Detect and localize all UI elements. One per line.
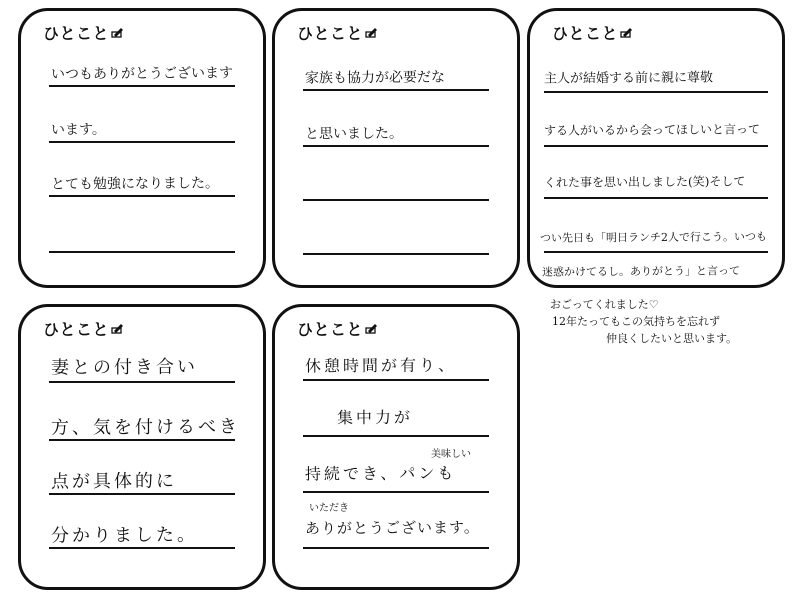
writing-line [303, 253, 489, 255]
comment-card-5 [272, 304, 520, 590]
handwritten-line: 集中力が [336, 407, 414, 428]
writing-line [303, 547, 489, 549]
overflow-note-line: 12年たってもこの気持ちを忘れず [552, 315, 720, 328]
pencil-icon [111, 323, 125, 335]
card-title [43, 317, 125, 340]
comment-card-1 [18, 8, 266, 288]
handwritten-line: と思いました。 [304, 125, 404, 143]
card-title [297, 317, 379, 340]
writing-line [303, 145, 489, 147]
writing-line [544, 91, 768, 93]
handwritten-line: する人がいるから会ってほしいと言って [543, 122, 761, 138]
writing-line [303, 435, 489, 437]
card-title-text: ひとこと [297, 24, 364, 43]
writing-line [49, 493, 235, 495]
comment-card-4 [18, 304, 266, 590]
writing-line [49, 195, 235, 197]
handwritten-line: 持続でき、パンも [304, 463, 457, 484]
handwritten-line: 妻との付き合い [50, 356, 199, 379]
pencil-icon [365, 323, 379, 335]
handwritten-line: とても勉強になりました。 [50, 175, 220, 193]
insertion-note: いただき [309, 503, 349, 514]
insertion-note: 美味しい [431, 449, 471, 460]
writing-line [49, 381, 235, 383]
pencil-icon [111, 27, 125, 39]
overflow-note-line: 仲良くしたいと思います。 [606, 332, 738, 345]
writing-line [49, 547, 235, 549]
comment-card-2 [272, 8, 520, 288]
writing-line [49, 85, 235, 87]
writing-line [49, 251, 235, 253]
card-title-text: ひとこと [297, 320, 364, 339]
writing-line [49, 141, 235, 143]
writing-line [544, 251, 768, 253]
handwritten-line: 分かりました。 [50, 524, 199, 547]
card-title-text: ひとこと [43, 24, 110, 43]
handwritten-line: います。 [50, 121, 106, 139]
handwritten-line: 主人が結婚する前に親に尊敬 [543, 70, 714, 87]
writing-line [49, 439, 235, 441]
handwritten-line: くれた事を思い出しました(笑)そして [543, 174, 746, 190]
writing-line [544, 145, 768, 147]
handwritten-line: 休憩時間が有り、 [304, 355, 458, 376]
writing-line [303, 199, 489, 201]
comment-card-3 [527, 8, 785, 288]
card-title [552, 21, 634, 44]
writing-line [544, 197, 768, 199]
pencil-icon [365, 27, 379, 39]
writing-line [303, 89, 489, 91]
card-title-text: ひとこと [43, 320, 110, 339]
handwritten-line: いつもありがとうございます [50, 65, 234, 83]
handwritten-line: 方、気を付けるべき [50, 416, 241, 439]
handwritten-line: ありがとうございます。 [304, 518, 480, 538]
writing-line [303, 379, 489, 381]
card-title-text: ひとこと [552, 24, 619, 43]
handwritten-line: 点が具体的に [50, 470, 178, 493]
writing-line [303, 491, 489, 493]
handwritten-line: 迷惑かけてるし。ありがとう」と言って [541, 264, 741, 279]
handwritten-line: 家族も協力が必要だな [304, 69, 446, 87]
handwritten-line: つい先日も「明日ランチ2人で行こう。いつも [539, 230, 768, 245]
overflow-note-line: おごってくれました♡ [550, 298, 659, 311]
pencil-icon [620, 27, 634, 39]
card-title [43, 21, 125, 44]
card-title [297, 21, 379, 44]
